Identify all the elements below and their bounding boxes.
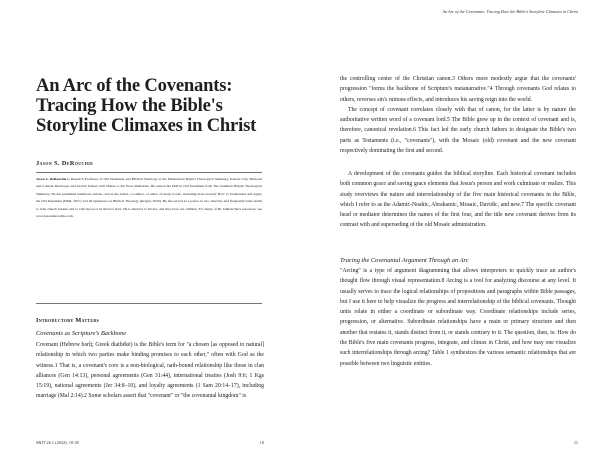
subheading: Tracing the Covenantal Argument Through an Arc (340, 257, 469, 264)
divider (36, 172, 262, 173)
bio-name: Jason S. DeRouchie (36, 177, 67, 181)
subheading: Covenants as Scripture's Backbone (36, 330, 127, 337)
article-title: An Arc of the Covenants: Tracing How the Bible's Storyline Climaxes in Christ (36, 75, 257, 136)
body-paragraph: "Arcing" is a type of argument diagramming that allows interpreters to quickly trace an author's thought flow through visual representation.8 Arcing is a tool for analyzing discourse at any level. It usually serves to trace the logical relationships of propositions and paragraphs within Bible passages, but I use it here to help visualize the progress and interrelationship of the biblical covenants. Thought units relate in either a coordinate or subordinate way. Coordinate relationships include series, progression, or alternative. Subordinate relationships have a main or primary structure and then another that restates it, stands distinct from it, or stands contrary to it. The question, then, is: How do the Bible's five main covenants progress, integrate, and climax in Christ, and how may one visualize such interrelationships through arcing? Table 1 synthesizes the various semantic relationships that are possible between two linguistic entities. (340, 268, 576, 367)
page-number: 11 (573, 440, 578, 445)
running-head: An Arc of the Covenants: Tracing How the Bible's Storyline Climaxes in Christ (442, 9, 578, 14)
paragraph-text: A development of the covenants guides the biblical storyline. Each historical covenant includes both common grace and saving grace elements that Jesus's person and work culminate or realize. This study overviews the nature and interrelationship of the five main historical covenants in the Bible, which I refer to as the Adamic-Noahic, Abrahamic, Mosaic, Davidic, and new.7 The specific covenant head or mediator determines the names of the first four, and the title new covenant derives from its contrast with and superseding of the old Mosaic administration. (340, 171, 576, 229)
body-paragraph (340, 74, 576, 156)
paragraph-text: The concept of covenant correlates closely with that of canon, for the latter is by nature the authoritative written word of a covenant lord.5 The Bible grew up in the context of covenant and is, therefore, canonical revelation.6 This fact led the early church fathers to designate the Bible's two parts as Testaments (i.e., "covenants"), with the Mosaic (old) covenant and the new covenant respectively dominating the first and second. (340, 106, 576, 155)
body-paragraph: Covenant (Hebrew bərîṯ; Greek diathēkē) is the Bible's term for "a chosen [as opposed to natural] relationship in which two parties make binding promises to each other," often with God as the witness.1 That is, a covenant's core is a non-biological, oath-bound relationship like those in clan alliances (Gen 14:13), personal agreements (Gen 31:44), international treaties (Josh 9:6; 1 Kgs 15:19), national agreements (Jer 34:8–10), and loyalty agreements (1 Sam 20:14–17), including marriage (Mal 2:14).2 Some scholars assert that "covenant" or "the covenantal kingdom" is (36, 342, 264, 400)
section-heading: Introductory Matters (36, 317, 100, 324)
body-paragraph (340, 169, 576, 231)
right-page (300, 0, 600, 457)
author-name: Jason S. DeRouchie (36, 160, 94, 167)
divider (36, 303, 262, 304)
journal-citation: SBJT 26.1 (2022): 10-45 (36, 440, 79, 445)
paragraph-text: the controlling center of the Christian canon.3 Others more modestly argue that the covenants' progression "forms the backbone of Scripture's metanarrative."4 Through covenants God relates to others, reverses sin's ruinous effects, and introduces his saving reign into the world. (340, 76, 576, 103)
bio-text: is Research Professor of Old Testament and Biblical Theology at the Midwestern Baptist Theological Seminary, Kansas City, Missouri and Content Developer and Global Trainer with Hands to the Plow Ministries. He earned his PhD in Old Testament from The Southern Baptist Theological Seminary. He has published numerous articles, and is the author, co-author, or editor of many books, including most recently How to Understand and Apply the Old Testament (P&R, 2017) and 40 Questions on Biblical Theology (Kregel, 2020). He has served as a pastor in two churches and frequently leads teams to train church leaders and to visit the poor in Africa's horn. He is married to Tevera, and they have six children. For many of Dr. DeRouchie's resources, see www.jasonderouchie.com. (36, 177, 262, 219)
author-bio (36, 176, 262, 220)
page-number: 10 (259, 440, 264, 445)
